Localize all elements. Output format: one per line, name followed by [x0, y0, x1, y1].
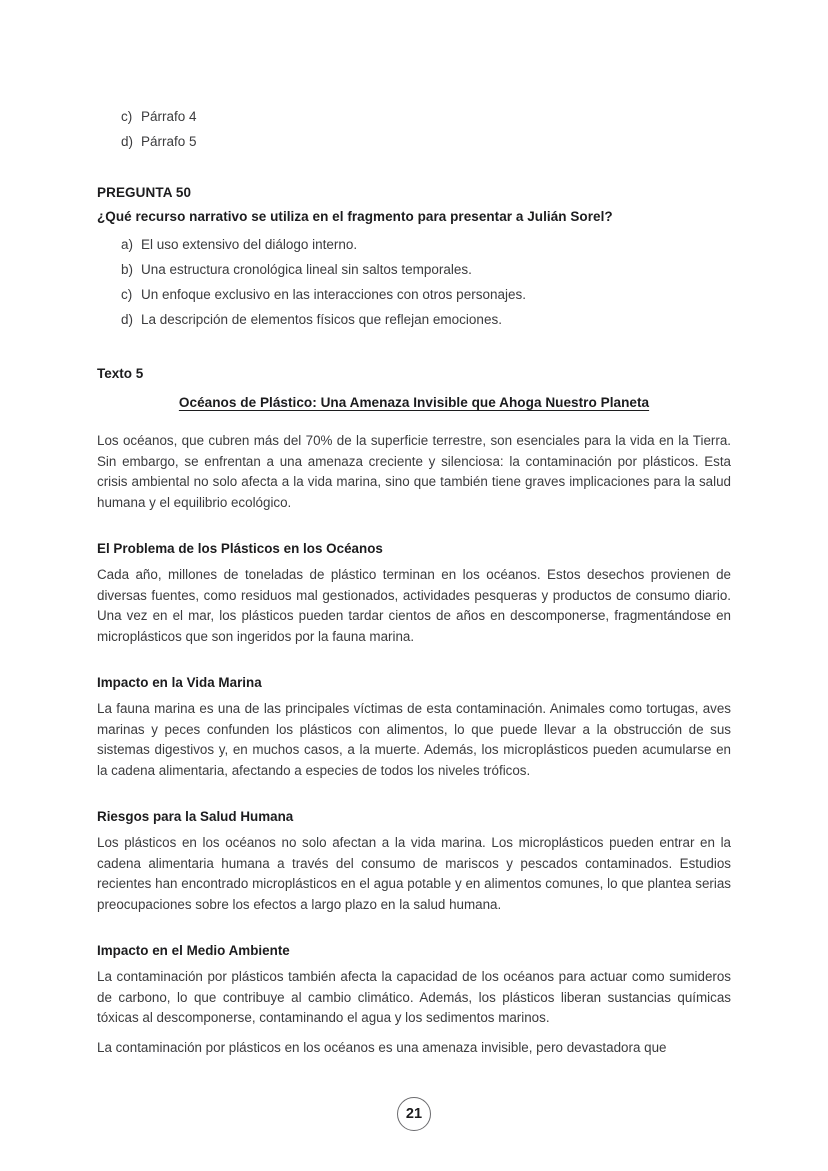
option-letter: d) [121, 312, 134, 327]
page-number-badge: 21 [397, 1097, 431, 1131]
section-body-vida-marina: La fauna marina es una de las principales víctimas de esta contaminación. Animales como tortugas, aves marinas y peces confunden los plásticos con alimentos, lo que puede llevar a la obstrucción de sus sistemas digestivos y, en muchos casos, a la muerte. Además, los microplásticos pueden acumularse en la cadena alimentaria, afectando a especies de todos los niveles tróficos. [97, 701, 731, 778]
passage-label: Texto 5 [97, 366, 144, 381]
section-body-medio-ambiente: La contaminación por plásticos también afecta la capacidad de los océanos para actuar como sumideros de carbono, lo que contribuye al cambio climático. Además, los plásticos liberan sustancias químicas tóxicas al descomponerse, contaminando el agua y los sedimentos marinos. [97, 969, 731, 1025]
option-letter: c) [121, 287, 133, 302]
option-letter: b) [121, 262, 134, 277]
section-heading-medio-ambiente: Impacto en el Medio Ambiente [97, 943, 290, 958]
list-item[interactable] [121, 129, 731, 154]
question-option-list [97, 232, 731, 332]
list-item[interactable] [121, 104, 731, 129]
passage-intro-paragraph: Los océanos, que cubren más del 70% de la superficie terrestre, son esenciales para la vida en la Tierra. Sin embargo, se enfrentan a una amenaza creciente y silenciosa: la contaminación por plásticos. Esta crisis ambiental no solo afecta a la vida marina, sino que también tiene graves implicaciones para la salud humana y el equilibrio ecológico. [97, 433, 731, 510]
section-body-salud-humana: Los plásticos en los océanos no solo afectan a la vida marina. Los microplásticos pueden entrar en la cadena alimentaria humana a través del consumo de mariscos y pescados contaminados. Estudios recientes han encontrado microplásticos en el agua potable y en alimentos comunes, lo que plantea serias preocupaciones sobre los efectos a largo plazo en la salud humana. [97, 835, 731, 912]
page-content [97, 104, 731, 1058]
option-text: Párrafo 4 [141, 109, 197, 124]
section-body-problema: Cada año, millones de toneladas de plástico terminan en los océanos. Estos desechos provienen de diversas fuentes, como residuos mal gestionados, actividades pesqueras y productos de consumo diario. Una vez en el mar, los plásticos pueden tardar cientos de años en descomponerse, fragmentándose en microplásticos que son ingeridos por la fauna marina. [97, 567, 731, 644]
option-text: La descripción de elementos físicos que reflejan emociones. [141, 312, 502, 327]
question-number: PREGUNTA 50 [97, 185, 192, 200]
option-text: El uso extensivo del diálogo interno. [141, 237, 358, 252]
section-heading-problema: El Problema de los Plásticos en los Océanos [97, 541, 383, 556]
list-item[interactable] [121, 257, 731, 282]
option-letter: d) [121, 134, 134, 149]
list-item[interactable] [121, 307, 731, 332]
question-stem: ¿Qué recurso narrativo se utiliza en el fragmento para presentar a Julián Sorel? [97, 209, 613, 224]
option-letter: a) [121, 237, 134, 252]
carryover-option-list [97, 104, 731, 154]
section-heading-salud-humana: Riesgos para la Salud Humana [97, 809, 294, 824]
passage-closing-paragraph: La contaminación por plásticos en los océanos es una amenaza invisible, pero devastadora que [97, 1039, 667, 1055]
section-heading-vida-marina: Impacto en la Vida Marina [97, 675, 262, 690]
option-letter: c) [121, 109, 133, 124]
passage-title: Océanos de Plástico: Una Amenaza Invisible que Ahoga Nuestro Planeta [178, 395, 650, 410]
reading-passage [97, 366, 731, 1058]
option-text: Un enfoque exclusivo en las interacciones con otros personajes. [141, 287, 526, 302]
option-text: Una estructura cronológica lineal sin saltos temporales. [141, 262, 472, 277]
list-item[interactable] [121, 232, 731, 257]
option-text: Párrafo 5 [141, 134, 197, 149]
list-item[interactable] [121, 282, 731, 307]
question-block [97, 185, 731, 332]
